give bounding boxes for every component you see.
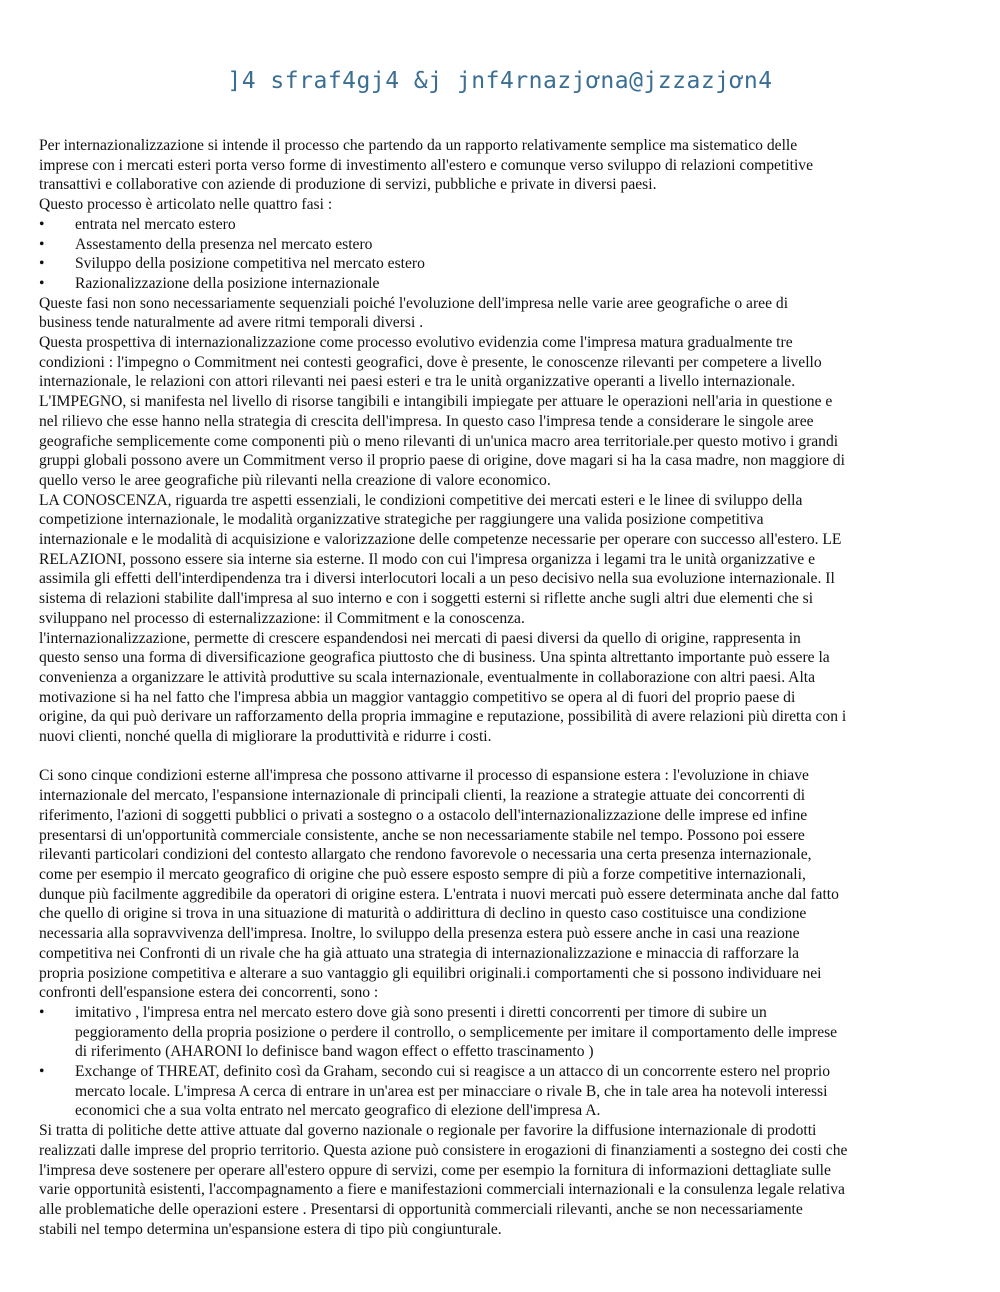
phases-list — [39, 215, 971, 294]
text-line: economici che a sua volta entrato nel mercato geografico di elezione dell'impresa A. — [75, 1102, 601, 1120]
text-line: internazionale del mercato, l'espansione internazionale di principali clienti, la reazione a strategie attuate dei concorrenti di — [39, 787, 806, 805]
paragraph-spacer — [39, 747, 971, 767]
list-item — [39, 1003, 971, 1062]
text-line: Sviluppo della posizione competitiva nel mercato estero — [75, 255, 425, 273]
text-line: peggioramento della propria posizione o perdere il controllo, o semplicemente per imitare il comportamento delle imprese — [75, 1023, 838, 1041]
text-line: internazionale e le modalità di acquisizione e valorizzazione delle competenze necessarie per operare con successo all'estero. LE — [39, 531, 842, 549]
text-line: l'internazionalizzazione, permette di crescere espandendosi nei mercati di paesi diversi da quello di origine, rappresenta in — [39, 629, 801, 647]
list-item — [39, 1062, 971, 1121]
text-line: Ci sono cinque condizioni esterne all'impresa che possono attivarne il processo di espansione estera : l'evoluzione in chiave — [39, 767, 809, 785]
text-line: varie opportunità esistenti, l'accompagnamento a fiere e manifestazioni commerciali internazionali e la consulenza legale relativa — [39, 1181, 845, 1199]
text-line: entrata nel mercato estero — [75, 215, 236, 233]
text-line: competitiva nei Confronti di un rivale che ha già attuato una strategia di internazionalizzazione e minaccia di rafforzare la — [39, 944, 800, 962]
text-line: Exchange of THREAT, definito così da Graham, secondo cui si reagisce a un attacco di un concorrente estero nel proprio — [75, 1063, 831, 1081]
text-line: transattivi e collaborative con aziende di produzione di servizi, pubbliche e private in diversi paesi. — [39, 176, 657, 194]
text-line: come per esempio il mercato geografico di origine che può essere esposto sempre di più a forze competitive internazionali, — [39, 866, 806, 883]
text-line: competizione internazionale, le modalità organizzative strategiche per raggiungere una valida posizione competitiva — [39, 511, 764, 529]
text-line: alle problematiche delle operazioni estere . Presentarsi di opportunità commerciali rilevanti, anche se non necessariamente — [39, 1200, 803, 1218]
text-line: assimila gli effetti dell'interdipendenza tra i diversi interlocutori locali a un peso decisivo nella sua evoluzione internazionale. Il — [39, 570, 835, 588]
text-line: business tende naturalmente ad avere ritmi temporali diversi . — [39, 314, 424, 332]
text-line: Per internazionalizzazione si intende il processo che partendo da un rapporto relativamente semplice ma sistematico delle — [39, 137, 798, 154]
list-item — [39, 235, 971, 255]
text-line: imprese con i mercati esteri porta verso forme di investimento all'estero e comunque verso sviluppo di relazioni competitive — [39, 156, 814, 174]
text-line: riferimento, l'azioni di soggetti pubblici o privati a sostegno o a ostacolo dell'internazionalizzazione delle imprese ed infine — [39, 806, 808, 824]
text-line: motivazione si ha nel fatto che l'impresa abbia un maggior vantaggio competitivo se opera al di fuori del proprio paese di — [39, 688, 796, 706]
behaviours-list — [39, 1003, 971, 1121]
text-line: sistema di relazioni stabilite dall'impresa al suo interno e con i soggetti esterni si riflette anche sugli altri due elementi che si — [39, 590, 814, 608]
bullet-icon: • — [39, 1063, 45, 1081]
text-line: LA CONOSCENZA, riguarda tre aspetti essenziali, le condizioni competitive dei mercati esteri e le linee di sviluppo della — [39, 491, 803, 509]
text-line: RELAZIONI, possono essere sia interne sia esterne. Il modo con cui l'impresa organizza i legami tra le unità organizzative e — [39, 550, 816, 568]
text-line: gruppi globali possono avere un Commitment verso il proprio paese di origine, dove magari si ha la casa madre, non maggiore di — [39, 452, 845, 470]
text-line: realizzati dalle imprese del proprio territorio. Questa azione può consistere in erogazioni di finanziamenti a sostegno dei costi che — [39, 1141, 848, 1159]
text-line: Questa prospettiva di internazionalizzazione come processo evolutivo evidenzia come l'impresa matura gradualmente tre — [39, 334, 793, 352]
text-line: stabili nel tempo determina un'espansione estera di tipo più congiunturale. — [39, 1220, 502, 1238]
text-line: quello verso le aree geografiche più rilevanti nella creazione di valore economico. — [39, 471, 551, 489]
body-paragraph — [39, 294, 971, 747]
list-item — [39, 215, 971, 235]
text-line: sviluppano nel processo di esternalizzazione: il Commitment e la conoscenza. — [39, 609, 525, 627]
body-paragraph — [39, 766, 971, 1002]
text-line: confronti dell'espansione estera dei concorrenti, sono : — [39, 984, 379, 1002]
text-line: mercato locale. L'impresa A cerca di entrare in un'area est per minacciare o rivale B, che in tale area ha notevoli interessi — [75, 1082, 828, 1100]
bullet-icon: • — [39, 255, 45, 273]
text-line: Si tratta di politiche dette attive attuate dal governo nazionale o regionale per favorire la diffusione internazionale di prodotti — [39, 1122, 817, 1140]
text-line: necessaria alla sopravvivenza dell'impresa. Inoltre, lo sviluppo della presenza estera può essere anche in casi una reazione — [39, 925, 800, 943]
text-line: dunque più facilmente aggredibile da operatori di origine estera. L'entrata i nuovi mercati può essere determinata anche dal fatto — [39, 885, 839, 903]
text-line: geografiche semplicemente come componenti più o meno rilevanti di un'unica macro area territoriale.per questo motivo i grandi — [39, 432, 839, 450]
text-line: di riferimento (AHARONI lo definisce band wagon effect o effetto trascinamento ) — [75, 1043, 594, 1061]
text-line: l'impresa deve sostenere per operare all'estero oppure di servizi, come per esempio la fornitura di informazioni dettagliate sulle — [39, 1161, 831, 1179]
document-title: ]4 sfraf4gj4 &j jnf4rnazjơna@jzzazjơn4 — [227, 68, 773, 94]
text-line: nuovi clienti, nonché quella di migliorare la produttività e ridurre i costi. — [39, 728, 492, 746]
bullet-icon: • — [39, 215, 45, 233]
text-line: L'IMPEGNO, si manifesta nel livello di risorse tangibili e intangibili impiegate per attuare le operazioni nell'aria in questione e — [39, 393, 833, 411]
text-line: origine, da qui può derivare un rafforzamento della propria immagine e reputazione, possibilità di avere relazioni più diretta con i — [39, 708, 847, 726]
text-line: presentarsi di un'opportunità commerciale consistente, anche se non necessariamente stabile nel tempo. Possono poi essere — [39, 826, 805, 844]
bullet-icon: • — [39, 274, 45, 292]
text-line: condizioni : l'impegno o Commitment nei contesti geografici, dove è presente, le conoscenze rilevanti per competere a livello — [39, 353, 822, 371]
text-line: rilevanti particolari condizioni del contesto allargato che rendono favorevole o necessaria una certa presenza internazionale, — [39, 846, 812, 864]
text-line: imitativo , l'impresa entra nel mercato estero dove già sono presenti i diretti concorrenti per timore di subire un — [75, 1003, 767, 1021]
list-item — [39, 254, 971, 274]
bullet-icon: • — [39, 1003, 45, 1021]
text-line: che quello di origine si trova in una situazione di maturità o addirittura di declino in questo caso costituisce una condizione — [39, 905, 807, 923]
list-item — [39, 274, 971, 294]
text-line: questo senso una forma di diversificazione geografica piuttosto che di business. Una spinta altrettanto importante può essere la — [39, 649, 830, 667]
text-line: nel rilievo che esse hanno nella strategia di crescita dell'impresa. In questo caso l'impresa tende a considerare le singole aree — [39, 412, 814, 430]
text-line: convenienza a organizzare le attività produttive su scala internazionale, eventualmente in collaborazione con altri paesi. Alta — [39, 668, 816, 686]
text-line: internazionale, le relazioni con attori rilevanti nei paesi esteri e tra le unità organizzative operanti a livello internazionale. — [39, 373, 796, 391]
document-body — [39, 136, 971, 1239]
body-paragraph — [39, 1121, 971, 1239]
text-line: Razionalizzazione della posizione internazionale — [75, 274, 380, 292]
bullet-icon: • — [39, 235, 45, 253]
text-line: Assestamento della presenza nel mercato estero — [75, 235, 373, 253]
intro-paragraph — [39, 136, 971, 215]
text-line: Questo processo è articolato nelle quattro fasi : — [39, 196, 333, 214]
text-line: Queste fasi non sono necessariamente sequenziali poiché l'evoluzione dell'impresa nelle varie aree geografiche o aree di — [39, 294, 789, 312]
text-line: propria posizione competitiva e alterare a suo vantaggio gli equilibri originali.i comportamenti che si possono individuare nei — [39, 964, 822, 982]
